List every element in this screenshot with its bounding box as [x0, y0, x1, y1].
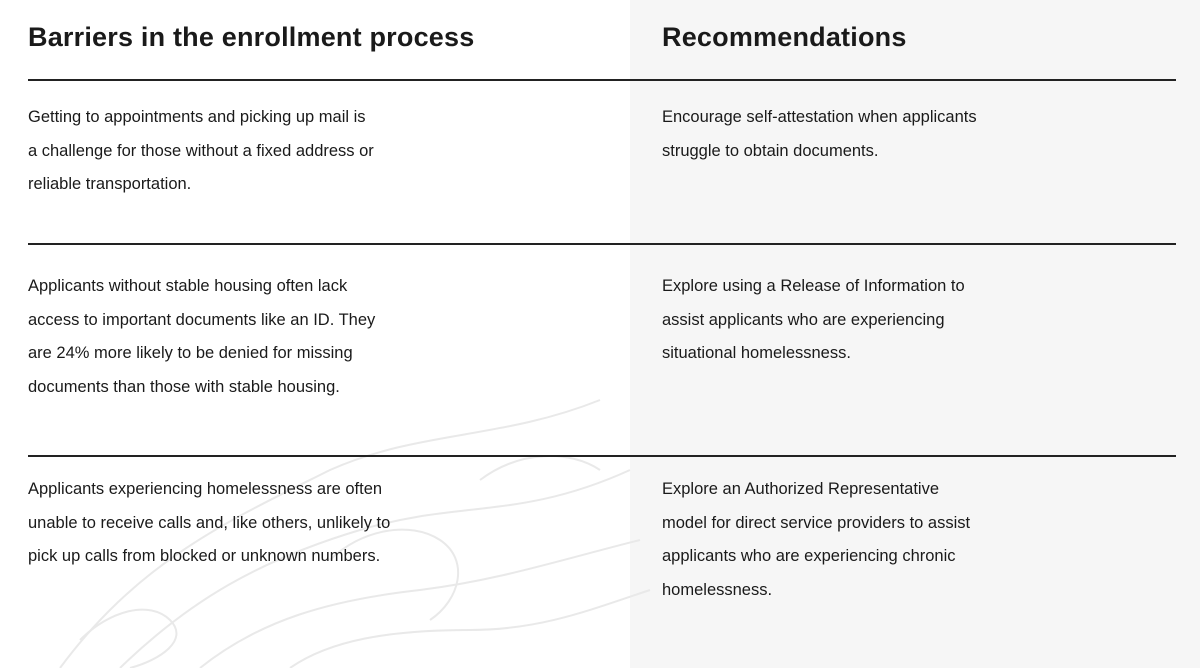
- barrier-1-line-2: a challenge for those without a fixed address or: [28, 141, 374, 160]
- recommendation-3-line-1: Explore an Authorized Representative: [662, 480, 940, 498]
- barrier-1-line-1: Getting to appointments and picking up mail is: [28, 108, 366, 126]
- recommendation-3-line-4: homelessness.: [662, 580, 773, 599]
- barriers-header: Barriers in the enrollment process: [28, 22, 475, 52]
- barrier-3-line-2: unable to receive calls and, like others, unlikely to: [28, 513, 391, 532]
- recommendation-3-line-3: applicants who are experiencing chronic: [662, 547, 956, 565]
- barrier-2-line-2: access to important documents like an ID. They: [28, 310, 376, 329]
- recommendation-2-line-2: assist applicants who are experiencing: [662, 310, 945, 329]
- recommendation-2-line-3: situational homelessness.: [662, 344, 851, 362]
- barrier-cell-3: [28, 473, 588, 574]
- barrier-3-line-3: pick up calls from blocked or unknown numbers.: [28, 547, 381, 565]
- barrier-cell-2: [28, 270, 588, 404]
- barrier-2-line-4: documents than those with stable housing.: [28, 377, 340, 396]
- row-divider-1: [28, 243, 1176, 245]
- recommendation-1-line-1: Encourage self-attestation when applicants: [662, 108, 977, 126]
- recommendation-cell-1: [662, 101, 1162, 168]
- header-divider: [28, 79, 1176, 81]
- row-divider-2: [28, 455, 1176, 457]
- recommendation-1-line-2: struggle to obtain documents.: [662, 141, 879, 160]
- recommendation-cell-2: [662, 270, 1162, 371]
- barrier-1-line-3: reliable transportation.: [28, 175, 192, 193]
- recommendation-2-line-1: Explore using a Release of Information to: [662, 277, 965, 295]
- recommendations-header: Recommendations: [662, 22, 907, 52]
- recommendation-cell-3: [662, 473, 1162, 607]
- barrier-2-line-3: are 24% more likely to be denied for missing: [28, 344, 353, 362]
- barrier-cell-1: [28, 101, 588, 202]
- barrier-2-line-1: Applicants without stable housing often lack: [28, 277, 348, 295]
- barrier-3-line-1: Applicants experiencing homelessness are often: [28, 480, 383, 498]
- recommendation-3-line-2: model for direct service providers to assist: [662, 513, 971, 532]
